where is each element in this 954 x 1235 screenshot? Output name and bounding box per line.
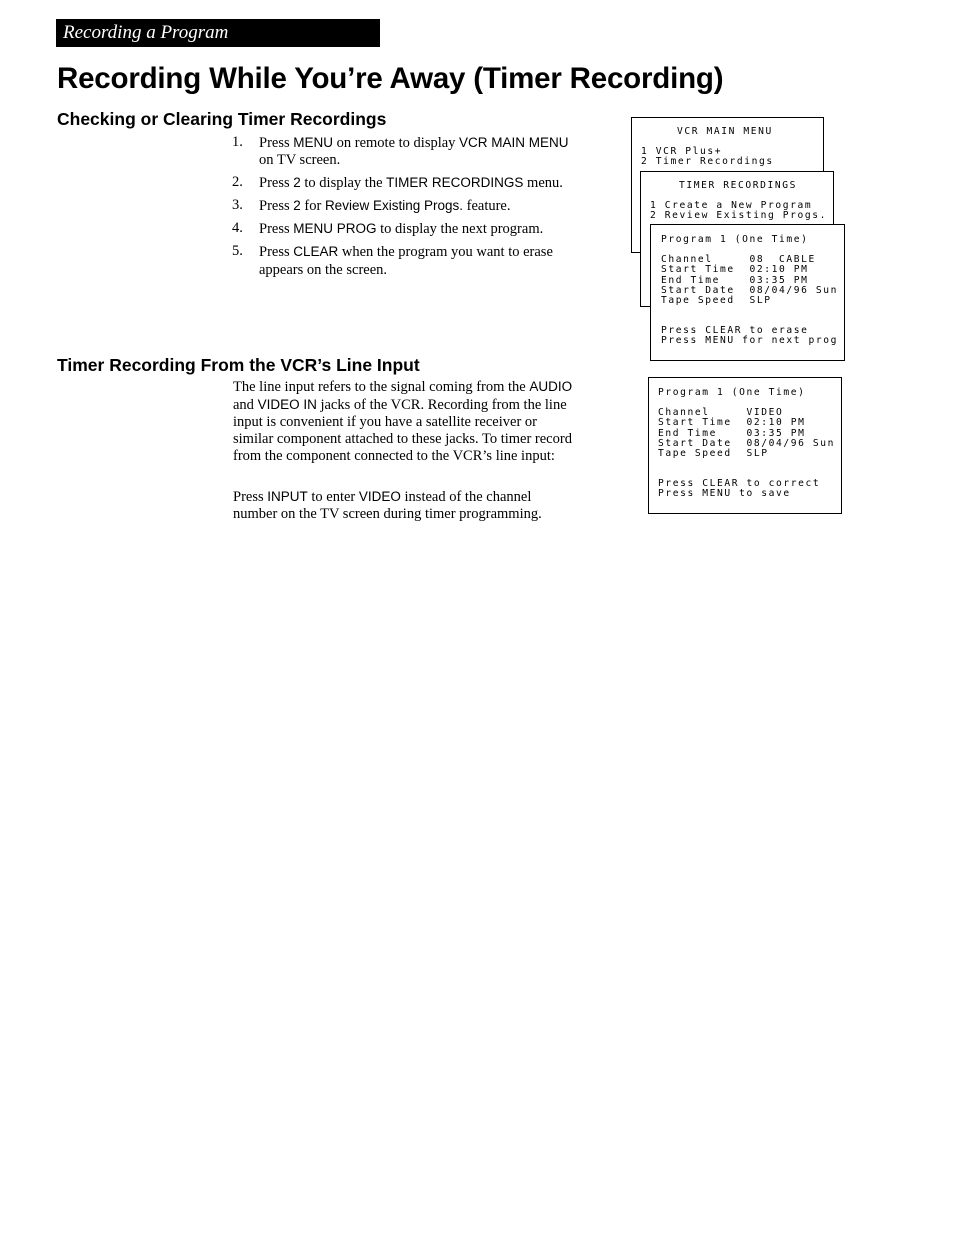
program-row: Tape Speed SLP [661, 295, 772, 307]
checking-heading: Checking or Clearing Timer Recordings [57, 109, 387, 129]
page-title: Recording While You’re Away (Timer Recording) [57, 62, 724, 95]
press-input-paragraph: Press INPUT to enter VIDEO instead of the channel number on the TV screen during timer programming. [233, 489, 542, 522]
menu-item: 1 VCR Plus+ [641, 146, 723, 158]
line-input-heading: Timer Recording From the VCR’s Line Input [57, 355, 420, 375]
section-header-bar [56, 19, 380, 47]
line-input-paragraph: The line input refers to the signal coming from the AUDIO and VIDEO IN jacks of the VCR. Recording from the line input is convenient if you have a satellite receiver or similar component attached to these jacks. To timer record from the component connected to the VCR’s line input: [233, 379, 573, 464]
step-item: 1. Press MENU on remote to display VCR MAIN MENU on TV screen. [232, 134, 569, 168]
program-row: Start Time 02:10 PM [658, 417, 806, 429]
program-header: Program 1 (One Time) [661, 234, 809, 245]
program-row: Start Date 08/04/96 Sun [658, 437, 836, 449]
screen-footer: Press CLEAR to correct [658, 478, 821, 490]
screen-footer: Press MENU to save [658, 488, 791, 500]
step-item: 2. Press 2 to display the TIMER RECORDINGS menu. [232, 174, 563, 191]
screen-footer: Press MENU for next prog [661, 335, 839, 347]
program-video-screen [648, 377, 842, 514]
program-row: Start Date 08/04/96 Sun [661, 284, 839, 296]
menu-item: 2 Review Existing Progs. [650, 210, 828, 222]
section-label: Recording a Program [63, 22, 229, 43]
checking-steps-list [232, 134, 582, 284]
step-item: 3. Press 2 for Review Existing Progs. feature. [232, 197, 511, 214]
program-header: Program 1 (One Time) [658, 387, 806, 398]
step-item: 5. Press CLEAR when the program you want to erase appears on the screen. [232, 243, 553, 278]
program-row: End Time 03:35 PM [661, 274, 809, 286]
menu-item: 1 Create a New Program [650, 200, 813, 212]
screen-footer: Press CLEAR to erase [661, 325, 809, 337]
screen-title: VCR MAIN MENU [677, 126, 773, 137]
program-row: Start Time 02:10 PM [661, 264, 809, 276]
menu-item: 2 Timer Recordings [641, 156, 774, 168]
screen-title: TIMER RECORDINGS [679, 180, 798, 191]
program-row: End Time 03:35 PM [658, 427, 806, 439]
program-row: Channel VIDEO [658, 407, 784, 419]
program-review-screen [650, 224, 845, 361]
step-item: 4. Press MENU PROG to display the next program. [232, 220, 544, 237]
program-row: Channel 08 CABLE [661, 254, 816, 266]
program-row: Tape Speed SLP [658, 448, 769, 460]
